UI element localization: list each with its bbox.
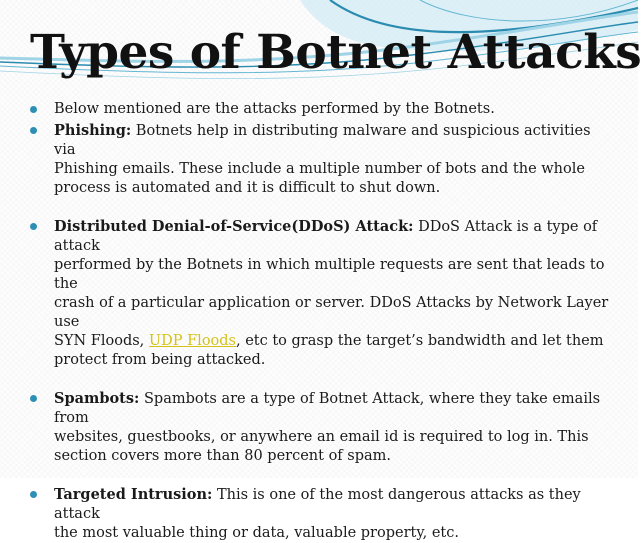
bullet-text: protect from being attacked. [54, 352, 266, 368]
bullet-text: process is automated and it is difficult to shut down. [54, 180, 441, 196]
bullet-targeted-intrusion [30, 485, 610, 543]
bullet-text: Below mentioned are the attacks performed by the Botnets. [54, 101, 495, 117]
bullet-dot-icon [30, 127, 37, 134]
bullet-phishing [30, 121, 610, 198]
bullet-text: , etc to grasp the target’s bandwidth and let them [236, 333, 604, 349]
bullet-text: This is one of the most dangerous attacks as they attack [54, 487, 581, 522]
udp-floods-link[interactable]: UDP Floods [148, 333, 236, 349]
bullet-text: Phishing emails. These include a multiple number of bots and the whole [54, 161, 585, 177]
bullet-spambots [30, 389, 610, 466]
bullet-text: crash of a particular application or server. DDoS Attacks by Network Layer use [54, 295, 609, 330]
bullet-dot-icon [30, 491, 37, 498]
bullet-text: websites, guestbooks, or anywhere an email id is required to log in. This [54, 429, 589, 445]
slide-title: Types of Botnet Attacks [30, 25, 641, 80]
bullet-term: Spambots: [54, 390, 140, 407]
bullet-term: Distributed Denial-of-Service(DDoS) Attack: [54, 218, 414, 235]
bullet-text: performed by the Botnets in which multiple requests are sent that leads to the [54, 257, 605, 292]
bullet-ddos [30, 217, 610, 370]
bullet-term: Phishing: [54, 122, 132, 139]
bullet-text: the most valuable thing or data, valuable property, etc. [54, 525, 459, 541]
bullet-dot-icon [30, 223, 37, 230]
bullet-term: Targeted Intrusion: [54, 486, 213, 503]
bullet-text: Botnets help in distributing malware and suspicious activities via [54, 123, 591, 158]
bullet-intro [30, 100, 610, 119]
bullet-dot-icon [30, 395, 37, 402]
bullet-list [30, 100, 610, 543]
bullet-text: Spambots are a type of Botnet Attack, where they take emails from [54, 391, 601, 426]
bullet-dot-icon [30, 106, 37, 113]
bullet-text: SYN Floods, [54, 333, 149, 349]
bullet-text: section covers more than 80 percent of spam. [54, 448, 392, 464]
bullet-text: DDoS Attack is a type of attack [54, 219, 598, 254]
